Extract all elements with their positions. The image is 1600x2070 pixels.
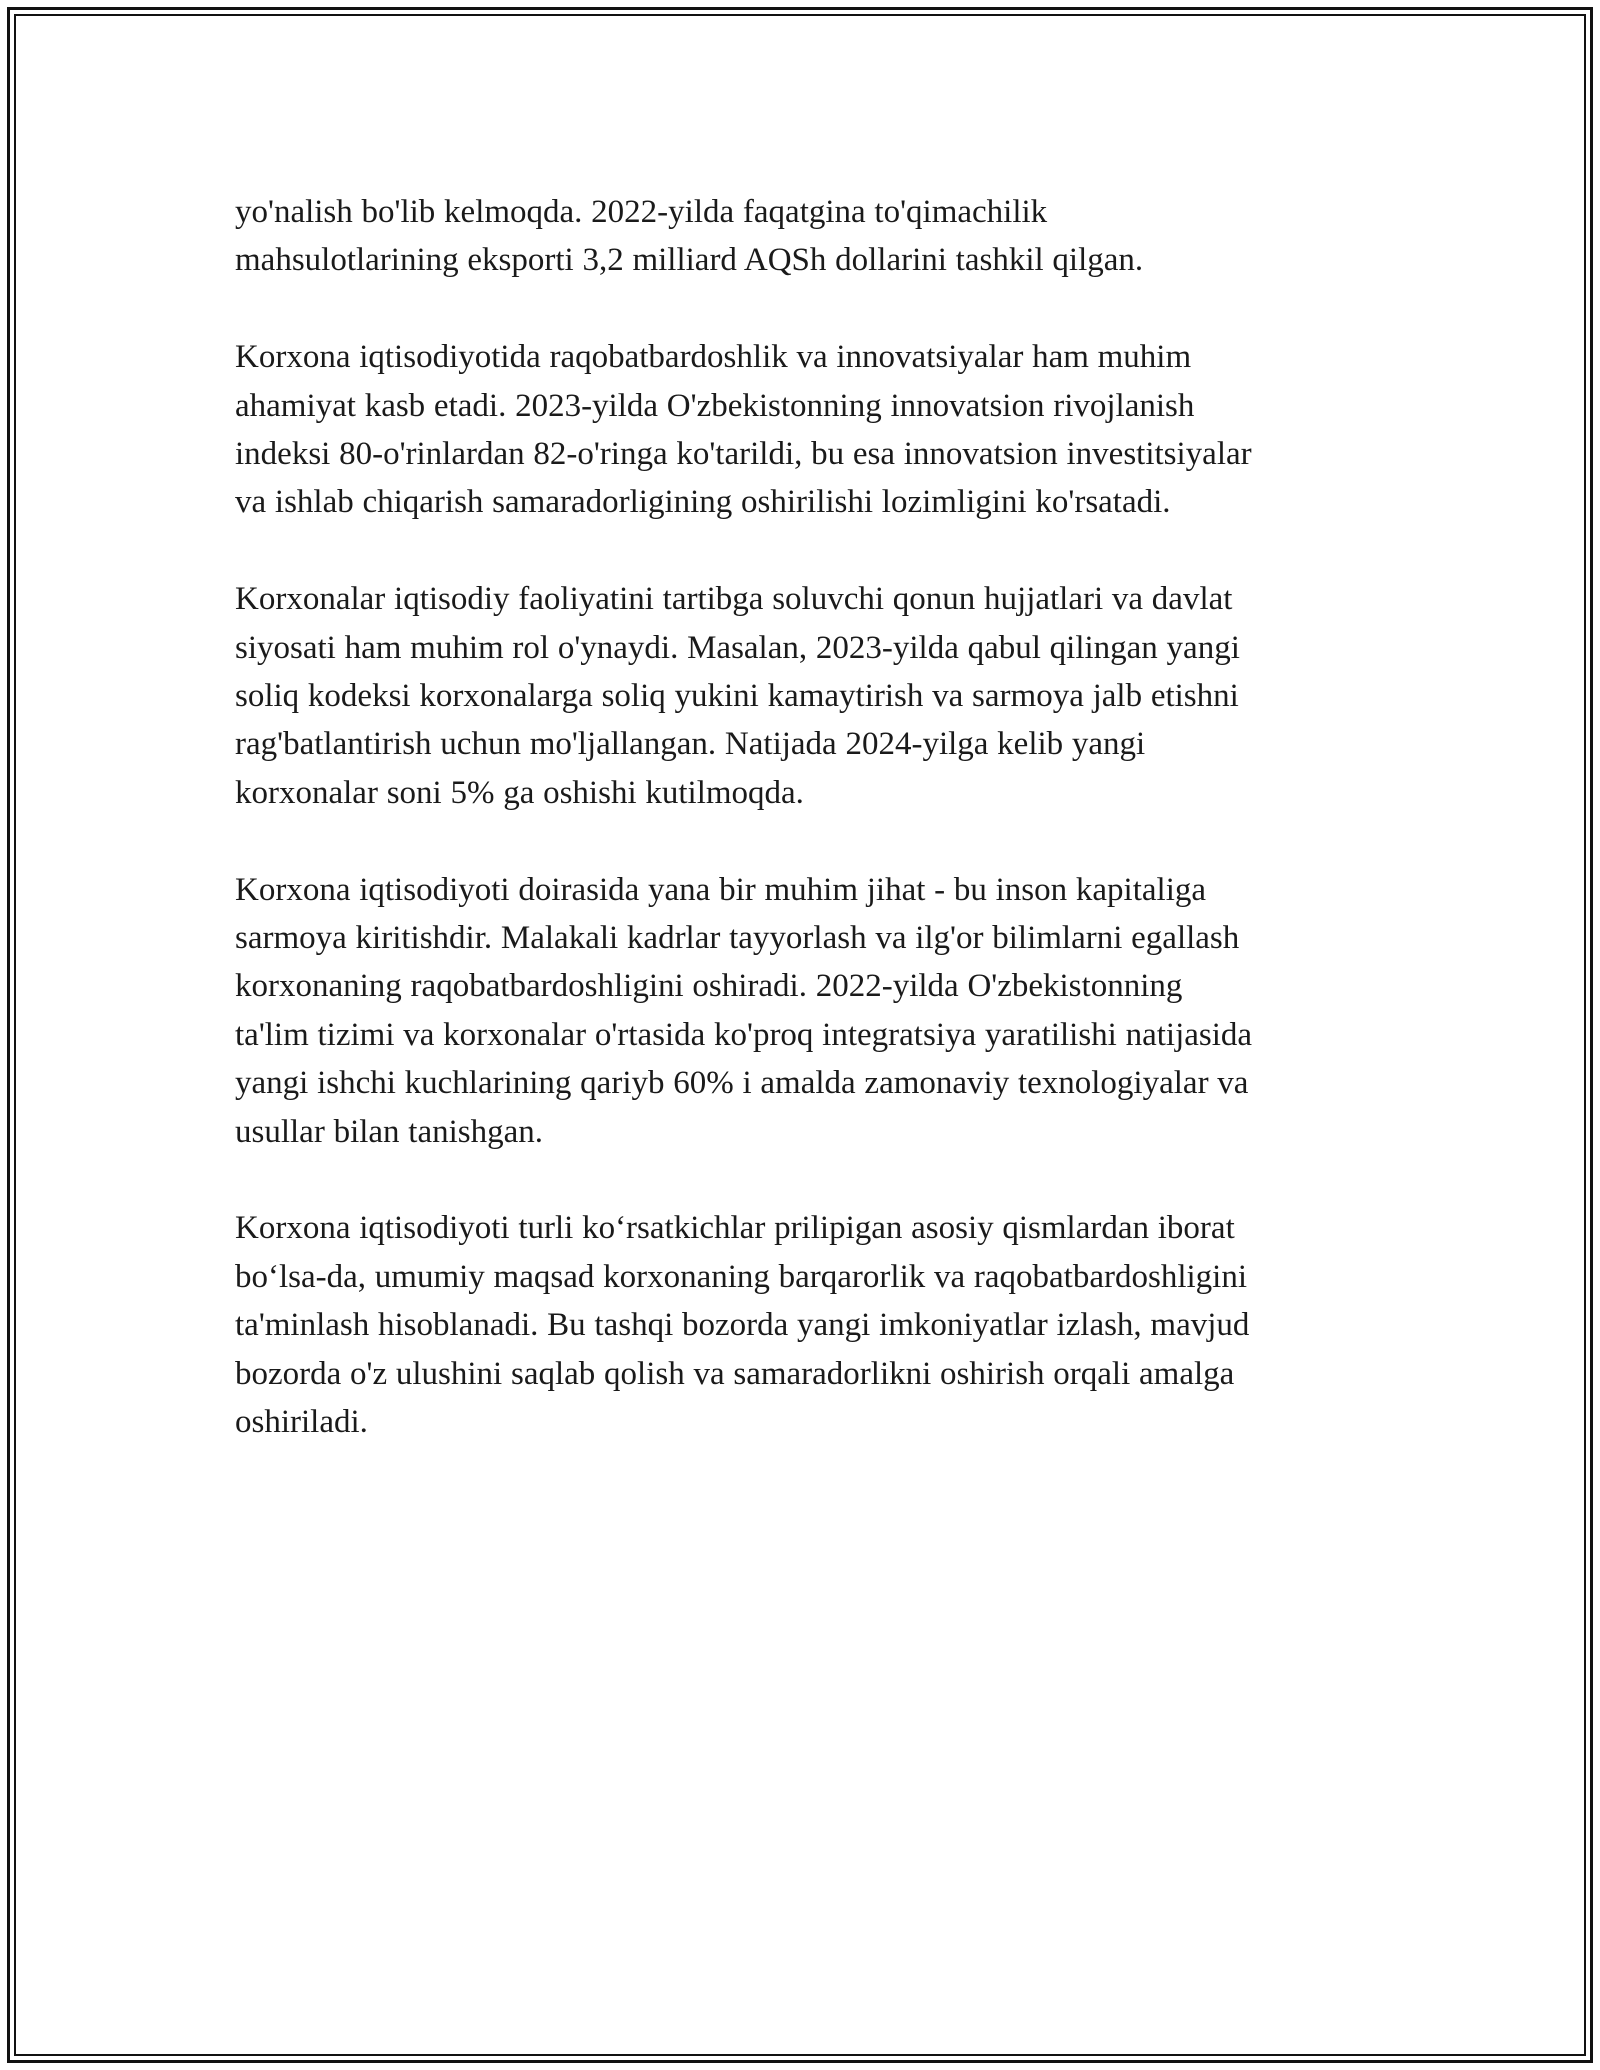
paragraph-innovation: Korxona iqtisodiyotida raqobatbardoshlik va innovatsiyalar ham muhim ahamiyat kasb etadi. 2023-yilda O'zbekistonning innovatsion rivojlanish indeksi 80-o'rinlardan 82-o'ringa ko'tarildi, bu esa innovatsion investitsiyalar va ishlab chiqarish samaradorligining oshirilishi lozimligini ko'rsatadi. <box>235 339 1252 521</box>
paragraph-human-capital: Korxona iqtisodiyoti doirasida yana bir muhim jihat - bu inson kapitaliga sarmoya kiritishdir. Malakali kadrlar tayyorlash va ilg'or bilimlarni egallash korxonaning raqobatbardoshligini oshiradi. 2022-yilda O'zbekistonning ta'lim tizimi va korxonalar o'rtasida ko'proq integratsiya yaratilishi natijasida yangi ishchi kuchlarining qariyb 60% i amalda zamonaviy texnologiyalar va usullar bilan tanishgan. <box>235 871 1253 1150</box>
document-body <box>235 188 1395 1495</box>
paragraph-conclusion: Korxona iqtisodiyoti turli ko‘rsatkichlar prilipigan asosiy qismlardan iborat bo‘lsa-da, umumiy maqsad korxonaning barqarorlik va raqobatbardoshligini ta'minlash hisoblanadi. Bu tashqi bozorda yangi imkoniyatlar izlash, mavjud bozorda o'z ulushini saqlab qolish va samaradorlikni oshirish orqali amalga oshiriladi. <box>235 1210 1250 1441</box>
paragraph-export: yo'nalish bo'lib kelmoqda. 2022-yilda faqatgina to'qimachilik mahsulotlarining eksporti 3,2 milliard AQSh dollarini tashkil qilgan. <box>235 194 1144 279</box>
paragraph-legislation: Korxonalar iqtisodiy faoliyatini tartibga soluvchi qonun hujjatlari va davlat siyosati ham muhim rol o'ynaydi. Masalan, 2023-yilda qabul qilingan yangi soliq kodeksi korxonalarga soliq yukini kamaytirish va sarmoya jalb etishni rag'batlantirish uchun mo'ljallangan. Natijada 2024-yilga kelib yangi korxonalar soni 5% ga oshishi kutilmoqda. <box>235 581 1240 811</box>
